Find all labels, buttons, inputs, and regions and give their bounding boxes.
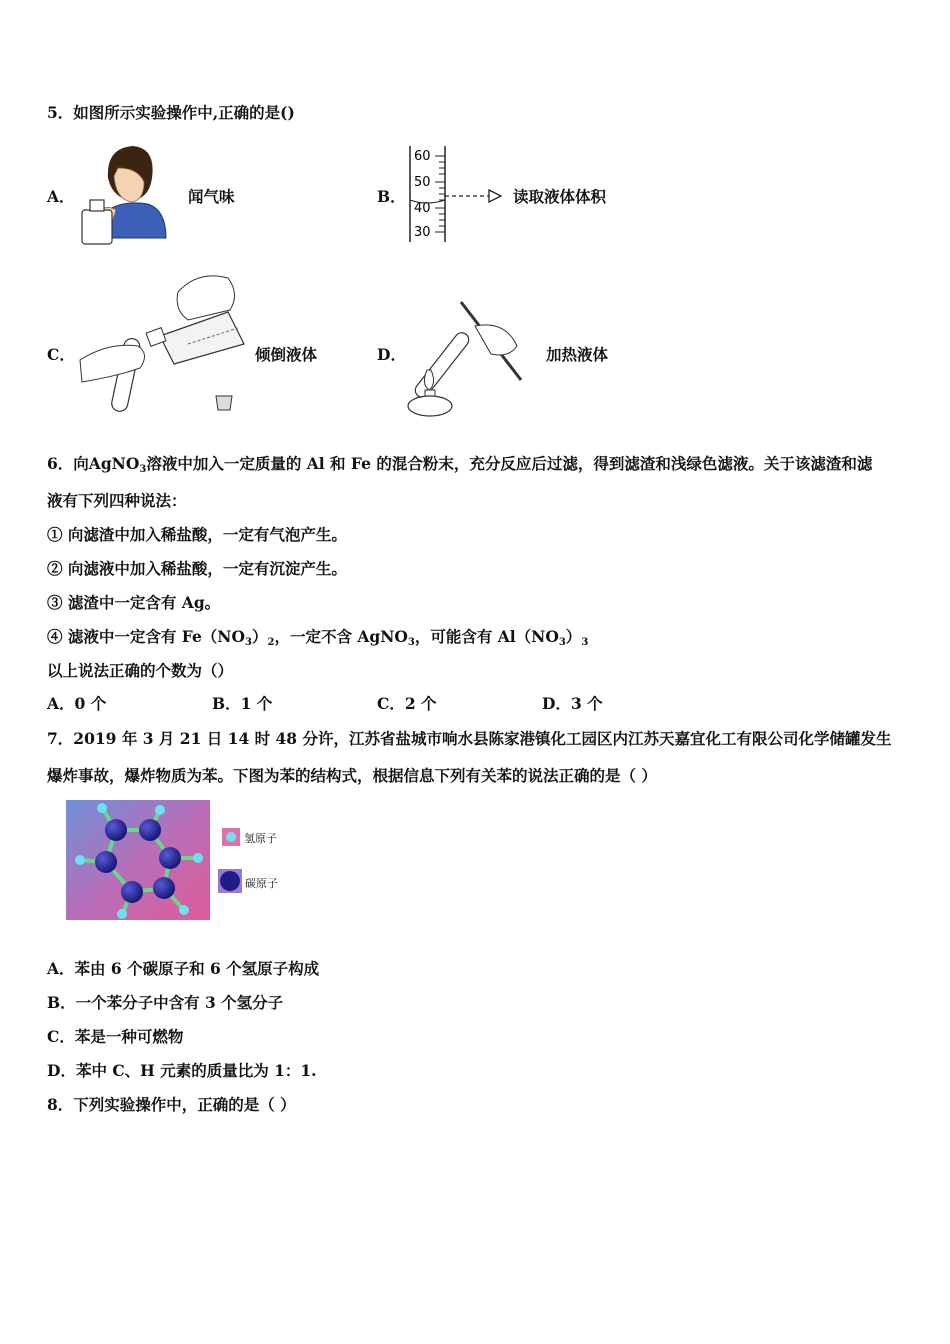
q5-stem: 5．如图所示实验操作中,正确的是() xyxy=(47,103,295,122)
carbon-atom xyxy=(121,881,143,903)
hydrogen-atom xyxy=(97,803,107,813)
hand-holder-shape xyxy=(475,325,517,355)
bottle-mouth xyxy=(146,328,166,347)
q7-choice-c: C．苯是一种可燃物 xyxy=(47,1027,184,1046)
smelling-illustration xyxy=(78,138,170,246)
legend-hydrogen-label: 氢原子 xyxy=(244,832,277,845)
scale-label-50: 50 xyxy=(414,175,431,190)
q6-choice-c: C．2 个 xyxy=(377,694,437,713)
heating-illustration xyxy=(405,296,530,418)
carbon-legend-icon xyxy=(218,869,242,893)
q6-statement-2: ② 向滤液中加入稀盐酸，一定有沉淀产生。 xyxy=(47,559,347,578)
q6-stem-line2: 液有下列四种说法： xyxy=(47,491,187,510)
q7-stem-line1: 7．2019 年 3 月 21 日 14 时 48 分许，江苏省盐城市响水县陈家港镇化工园区内江苏天嘉宜化工有限公司化学储罐发生 xyxy=(47,729,892,748)
cylinder-illustration xyxy=(405,144,507,244)
heating-tube xyxy=(412,330,471,400)
hydrogen-legend-icon xyxy=(222,828,240,846)
q5-option-d-caption: 加热液体 xyxy=(546,345,609,364)
q6-stem-line1: 6．向AgNO$_3$溶液中加入一定质量的 Al 和 Fe 的混合粉末，充分反应后过滤，得到滤渣和浅绿色滤液。关于该滤渣和滤 xyxy=(47,454,873,475)
q7-stem-line2: 爆炸事故，爆炸物质为苯。下图为苯的结构式，根据信息下列有关苯的说法正确的是（ ） xyxy=(47,766,657,785)
q5-option-b-letter: B． xyxy=(377,187,406,206)
q5-option-a-caption: 闻气味 xyxy=(188,187,235,206)
stopper-shape xyxy=(216,396,232,410)
pouring-illustration xyxy=(78,264,248,414)
q7-choice-b: B．一个苯分子中含有 3 个氢分子 xyxy=(47,993,284,1012)
q7-choice-d: D．苯中 C、H 元素的质量比为 1：1. xyxy=(47,1061,317,1080)
reagent-bottle xyxy=(160,312,244,364)
hydrogen-atom xyxy=(179,905,189,915)
q5-option-b-caption: 读取液体体积 xyxy=(513,187,607,206)
scale-label-40: 40 xyxy=(414,201,431,216)
scale-label-60: 60 xyxy=(414,149,431,164)
q5-option-c-caption: 倾倒液体 xyxy=(255,345,318,364)
shirt-shape xyxy=(108,203,166,238)
hydrogen-atom xyxy=(193,853,203,863)
q6-statement-1: ① 向滤渣中加入稀盐酸，一定有气泡产生。 xyxy=(47,525,347,544)
carbon-atom xyxy=(95,851,117,873)
legend-carbon-label: 碳原子 xyxy=(245,877,278,890)
bottle-shape xyxy=(82,210,112,244)
benzene-molecule-image xyxy=(66,800,210,920)
q6-statement-3: ③ 滤渣中一定含有 Ag。 xyxy=(47,593,221,612)
q6-choice-b: B．1 个 xyxy=(212,694,273,713)
q6-choice-d: D．3 个 xyxy=(542,694,603,713)
hydrogen-atom xyxy=(75,855,85,865)
q6-statement-4: ④ 滤液中一定含有 $Fe(NO_3)_2$，一定不含 AgNO$_3$，可能含有 $Al(NO_3)_3$ xyxy=(47,627,589,648)
alcohol-lamp xyxy=(408,396,452,416)
eye-icon xyxy=(489,190,501,202)
carbon-atom xyxy=(153,877,175,899)
scale-label-30: 30 xyxy=(414,225,431,240)
q6-question: 以上说法正确的个数为（） xyxy=(47,661,234,680)
flame-shape xyxy=(424,370,433,390)
q5-option-d-letter: D． xyxy=(377,345,406,364)
carbon-atom xyxy=(159,847,181,869)
q7-choice-a: A．苯由 6 个碳原子和 6 个氢原子构成 xyxy=(47,959,320,978)
q8-stem: 8．下列实验操作中，正确的是（ ） xyxy=(47,1095,296,1114)
q6-choice-a: A．0 个 xyxy=(47,694,107,713)
q5-option-a-letter: A． xyxy=(47,187,75,206)
hydrogen-atom xyxy=(117,909,127,919)
bottle-neck xyxy=(90,200,104,211)
q5-option-c-letter: C． xyxy=(47,345,75,364)
carbon-atom xyxy=(105,819,127,841)
hand-left-shape xyxy=(80,345,145,382)
carbon-atom xyxy=(139,819,161,841)
hydrogen-atom xyxy=(155,805,165,815)
